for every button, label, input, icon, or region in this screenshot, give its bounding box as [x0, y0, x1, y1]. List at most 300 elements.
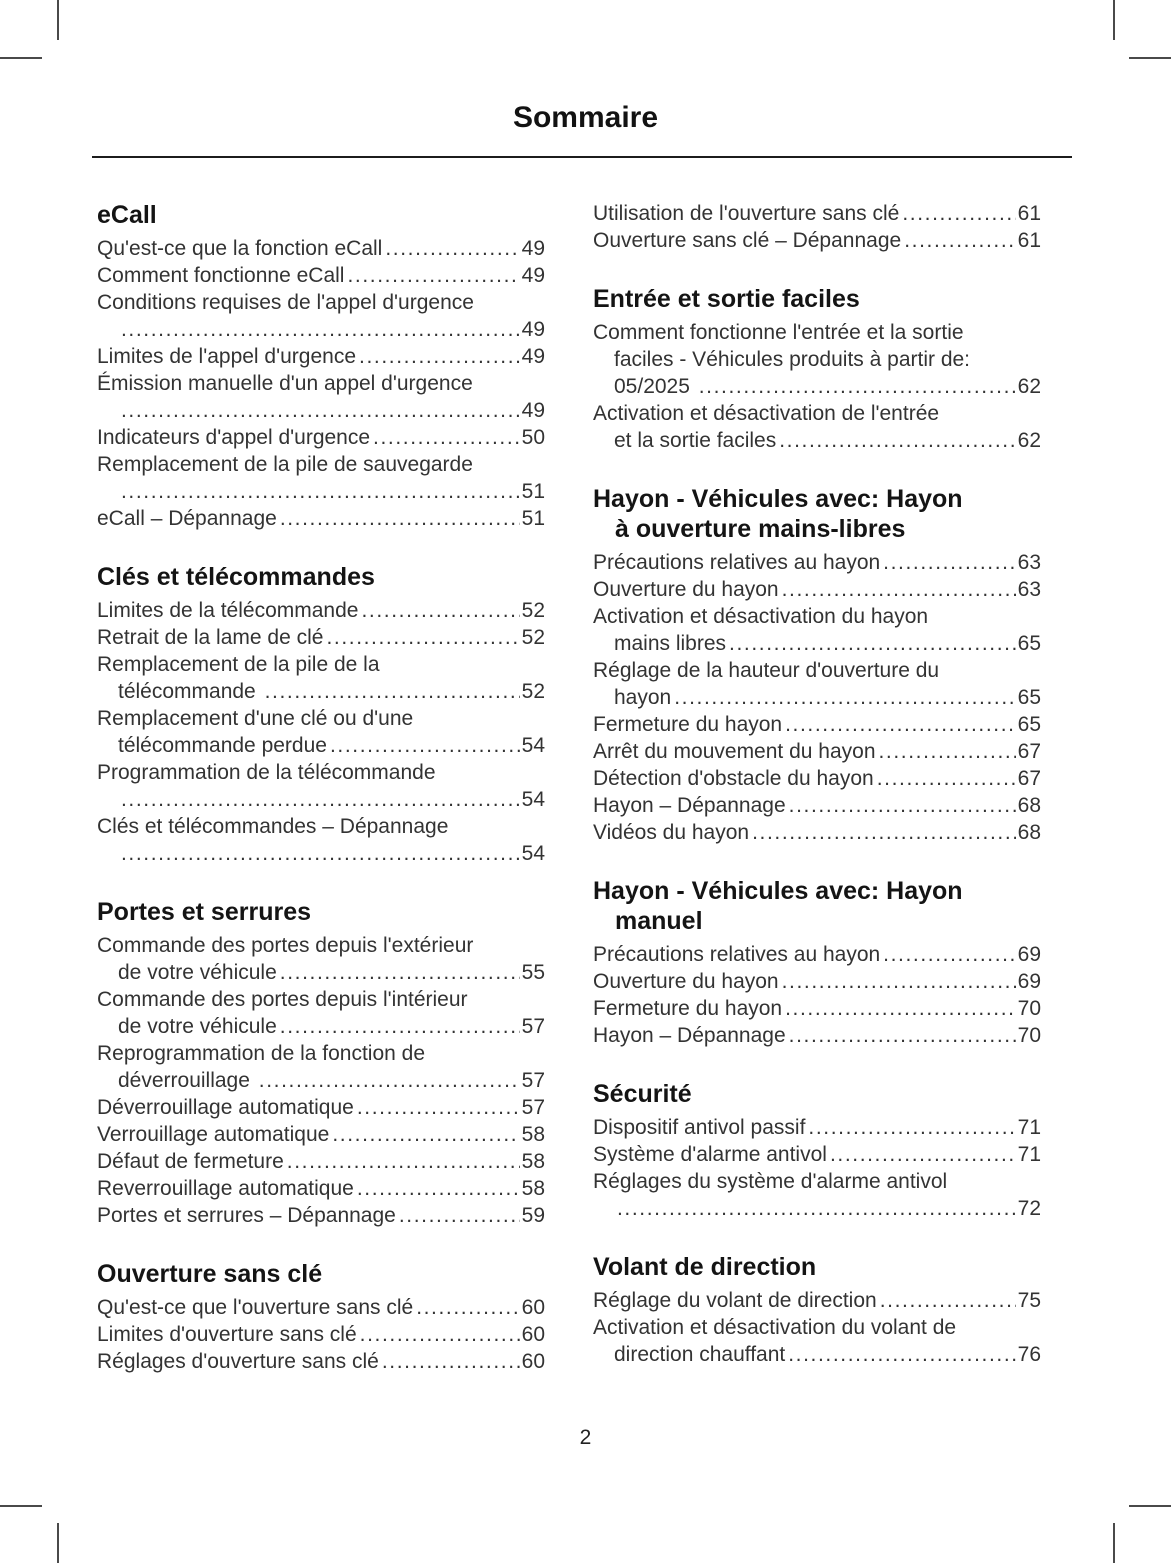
dotted-leader — [330, 732, 520, 759]
dotted-leader — [883, 941, 1015, 968]
section-heading-line: Portes et serrures — [97, 898, 312, 926]
toc-entry-line — [97, 1121, 545, 1148]
toc-entry-text: Utilisation de l'ouverture sans clé — [593, 202, 900, 225]
dotted-leader — [357, 1094, 520, 1121]
toc-page-ref: 71 — [1017, 1143, 1041, 1166]
toc-page-ref: 49 — [521, 264, 545, 287]
toc-entry-text: Hayon – Dépannage — [593, 794, 786, 817]
toc-page-ref: 51 — [521, 480, 545, 503]
dotted-leader — [280, 1013, 520, 1040]
toc-entry-line — [97, 624, 545, 651]
toc-entry-line — [593, 200, 1041, 227]
toc-entry-text: Comment fonctionne eCall — [97, 264, 345, 287]
toc-entry — [97, 1148, 545, 1175]
toc-entry — [593, 765, 1041, 792]
toc-entry-line — [97, 1094, 545, 1121]
toc-entry-line — [593, 549, 1041, 576]
dotted-leader — [789, 1022, 1016, 1049]
toc-entry-line — [97, 1175, 545, 1202]
toc-page-ref: 69 — [1017, 970, 1041, 993]
dotted-leader — [883, 549, 1015, 576]
toc-entry-text: Clés et télécommandes – Dépannage — [97, 815, 449, 838]
toc-entry-text: Remplacement d'une clé ou d'une — [97, 707, 414, 730]
dotted-leader — [830, 1141, 1016, 1168]
toc-entry-line — [593, 657, 1041, 684]
dotted-leader — [121, 786, 520, 813]
toc-entry — [97, 343, 545, 370]
toc-entry-line — [593, 1168, 1041, 1195]
toc-section — [97, 897, 545, 1229]
toc-section — [97, 200, 545, 532]
toc-entry-text: Programmation de la télécommande — [97, 761, 436, 784]
toc-page-ref: 60 — [521, 1350, 545, 1373]
toc-entry-line — [97, 1321, 545, 1348]
toc-page-ref: 52 — [521, 680, 545, 703]
toc-entry-text: Fermeture du hayon — [593, 713, 783, 736]
dotted-leader — [382, 1348, 520, 1375]
toc-entry-text: Limites de la télécommande — [97, 599, 359, 622]
section-heading — [593, 1079, 1041, 1109]
toc-entry-text: Reprogrammation de la fonction de — [97, 1042, 426, 1065]
crop-mark-top-left-horizontal — [0, 57, 42, 59]
toc-entry-line — [97, 397, 545, 424]
page-title: Sommaire — [512, 101, 659, 134]
toc-page-ref: 70 — [1017, 1024, 1041, 1047]
toc-page-ref: 61 — [1017, 202, 1041, 225]
toc-entry-line — [593, 603, 1041, 630]
section-heading-line: Clés et télécommandes — [97, 563, 375, 591]
toc-page-ref: 63 — [1017, 578, 1041, 601]
toc-entry — [593, 603, 1041, 657]
toc-entry-line — [97, 759, 545, 786]
toc-entry-text: Dispositif antivol passif — [593, 1116, 806, 1139]
toc-entry-text: Déverrouillage automatique — [97, 1096, 354, 1119]
toc-entry — [97, 705, 545, 759]
dotted-leader — [359, 343, 520, 370]
crop-mark-bottom-right-vertical — [1113, 1523, 1115, 1563]
section-heading-line: Hayon - Véhicules avec: Hayon — [593, 485, 963, 513]
toc-page-ref: 49 — [521, 345, 545, 368]
toc-entry-text: Activation et désactivation du volant de — [593, 1316, 957, 1339]
dotted-leader — [699, 373, 1016, 400]
toc-page-ref: 67 — [1017, 767, 1041, 790]
crop-mark-top-right-horizontal — [1129, 57, 1171, 59]
toc-entry-line — [97, 235, 545, 262]
toc-entry-text: Comment fonctionne l'entrée et la sortie — [593, 321, 964, 344]
toc-page-ref: 58 — [521, 1123, 545, 1146]
dotted-leader — [121, 478, 520, 505]
toc-page-ref: 68 — [1017, 821, 1041, 844]
dotted-leader — [785, 995, 1016, 1022]
toc-entry-text: mains libres — [614, 632, 727, 655]
toc-entry-text: de votre véhicule — [118, 961, 277, 984]
toc-entry-line — [97, 370, 545, 397]
dotted-leader — [416, 1294, 519, 1321]
toc-entry-line — [97, 1202, 545, 1229]
dotted-leader — [788, 1341, 1015, 1368]
toc-entry-line — [97, 478, 545, 505]
section-heading-line: Entrée et sortie faciles — [593, 285, 860, 313]
section-heading-line: Sécurité — [593, 1080, 692, 1108]
toc-entry-line — [593, 684, 1041, 711]
toc-entry-line — [97, 986, 545, 1013]
toc-entry-text: Défaut de fermeture — [97, 1150, 284, 1173]
crop-mark-bottom-left-horizontal — [0, 1505, 42, 1507]
toc-entry-line — [593, 1314, 1041, 1341]
toc-entry-line — [593, 427, 1041, 454]
toc-entry-text: Émission manuelle d'un appel d'urgence — [97, 372, 473, 395]
dotted-leader — [360, 1321, 520, 1348]
dotted-leader — [121, 397, 520, 424]
crop-mark-top-right-vertical — [1113, 0, 1115, 40]
toc-entry-line — [97, 343, 545, 370]
dotted-leader — [332, 1121, 519, 1148]
toc-entry-line — [97, 505, 545, 532]
toc-entry-line — [97, 959, 545, 986]
section-heading-line: manuel — [615, 907, 703, 935]
toc-entry-line — [593, 576, 1041, 603]
toc-page-ref: 52 — [521, 599, 545, 622]
toc-page-ref: 52 — [521, 626, 545, 649]
toc-entry-line — [593, 1341, 1041, 1368]
toc-entry-line — [97, 678, 545, 705]
toc-entry-line — [593, 819, 1041, 846]
toc-entry-line — [97, 840, 545, 867]
section-heading — [593, 1252, 1041, 1282]
toc-entry-line — [593, 630, 1041, 657]
dotted-leader — [265, 678, 520, 705]
dotted-leader — [357, 1175, 520, 1202]
toc-page-ref: 76 — [1017, 1343, 1041, 1366]
dotted-leader — [729, 630, 1016, 657]
crop-mark-top-left-vertical — [57, 0, 59, 40]
toc-entry-line — [97, 1040, 545, 1067]
toc-entry-text: Arrêt du mouvement du hayon — [593, 740, 876, 763]
toc-page-ref: 54 — [521, 734, 545, 757]
dotted-leader — [674, 684, 1015, 711]
dotted-leader — [879, 738, 1016, 765]
toc-column-left — [97, 200, 545, 1375]
toc-page-ref: 58 — [521, 1177, 545, 1200]
toc-entry — [97, 424, 545, 451]
toc-page-ref: 49 — [521, 237, 545, 260]
dotted-leader — [287, 1148, 520, 1175]
dotted-leader — [877, 765, 1016, 792]
toc-page-ref: 62 — [1017, 429, 1041, 452]
toc-page-ref: 51 — [521, 507, 545, 530]
toc-entry — [593, 319, 1041, 400]
toc-entry — [97, 1040, 545, 1094]
toc-entry-text: Ouverture du hayon — [593, 578, 779, 601]
toc-entry-line — [97, 597, 545, 624]
toc-page-ref: 69 — [1017, 943, 1041, 966]
toc-entry — [593, 1022, 1041, 1049]
title-divider — [92, 156, 1072, 158]
toc-entry-text: Limites de l'appel d'urgence — [97, 345, 357, 368]
toc-page-ref: 61 — [1017, 229, 1041, 252]
toc-entry-line — [593, 738, 1041, 765]
toc-entry — [97, 1321, 545, 1348]
toc-entry-text: hayon — [614, 686, 672, 709]
section-heading — [97, 200, 545, 230]
toc-entry — [593, 819, 1041, 846]
toc-page-ref: 54 — [521, 842, 545, 865]
toc-entry-text: Fermeture du hayon — [593, 997, 783, 1020]
toc-entry — [593, 549, 1041, 576]
toc-entry — [97, 759, 545, 813]
toc-entry-line — [97, 1294, 545, 1321]
section-heading — [97, 897, 545, 927]
toc-section — [97, 1259, 545, 1375]
crop-mark-bottom-right-horizontal — [1129, 1505, 1171, 1507]
dotted-leader — [617, 1195, 1016, 1222]
toc-entry — [593, 400, 1041, 454]
toc-entry-line — [97, 1013, 545, 1040]
toc-entry-line — [593, 400, 1041, 427]
toc-page-ref: 50 — [521, 426, 545, 449]
toc-entry-text: Réglages d'ouverture sans clé — [97, 1350, 379, 1373]
toc-entry-line — [97, 1348, 545, 1375]
toc-page-ref: 57 — [521, 1069, 545, 1092]
toc-entry-text: Détection d'obstacle du hayon — [593, 767, 874, 790]
toc-page-ref: 63 — [1017, 551, 1041, 574]
toc-entry-line — [97, 932, 545, 959]
dotted-leader — [752, 819, 1016, 846]
toc-entry-line — [593, 1114, 1041, 1141]
dotted-leader — [785, 711, 1016, 738]
toc-entry-line — [593, 1141, 1041, 1168]
toc-entry-text: Verrouillage automatique — [97, 1123, 330, 1146]
section-heading-line: à ouverture mains-libres — [615, 515, 906, 543]
dotted-leader — [904, 227, 1015, 254]
toc-entry-text: 05/2025 — [614, 375, 696, 398]
toc-entry-text: direction chauffant — [614, 1343, 786, 1366]
toc-entry-text: Commande des portes depuis l'extérieur — [97, 934, 474, 957]
toc-entry — [593, 941, 1041, 968]
toc-entry — [593, 200, 1041, 227]
toc-entry-text: Qu'est-ce que la fonction eCall — [97, 237, 383, 260]
toc-section — [593, 484, 1041, 846]
section-heading — [593, 484, 1041, 544]
toc-entry — [97, 1294, 545, 1321]
toc-entry-text: Réglage de la hauteur d'ouverture du — [593, 659, 940, 682]
toc-entry-text: télécommande perdue — [118, 734, 327, 757]
toc-page-ref: 65 — [1017, 713, 1041, 736]
toc-page-ref: 49 — [521, 399, 545, 422]
toc-entry-text: Activation et désactivation de l'entrée — [593, 402, 940, 425]
toc-entry — [593, 968, 1041, 995]
toc-entry — [593, 1287, 1041, 1314]
dotted-leader — [782, 968, 1016, 995]
toc-entry-text: Retrait de la lame de clé — [97, 626, 324, 649]
toc-entry-line — [97, 705, 545, 732]
toc-entry-line — [97, 813, 545, 840]
toc-entry-text: Vidéos du hayon — [593, 821, 750, 844]
toc-page-ref: 72 — [1017, 1197, 1041, 1220]
dotted-leader — [782, 576, 1016, 603]
toc-entry — [593, 1114, 1041, 1141]
toc-entry — [97, 986, 545, 1040]
toc-entry-line — [593, 346, 1041, 373]
section-heading — [97, 562, 545, 592]
dotted-leader — [902, 200, 1015, 227]
toc-entry-line — [593, 1195, 1041, 1222]
toc-page-ref: 67 — [1017, 740, 1041, 763]
toc-entry — [97, 505, 545, 532]
toc-entry — [97, 289, 545, 343]
toc-entry-line — [593, 373, 1041, 400]
toc-entry-text: Conditions requises de l'appel d'urgence — [97, 291, 474, 314]
toc-entry — [97, 1094, 545, 1121]
toc-entry — [593, 576, 1041, 603]
dotted-leader — [280, 959, 520, 986]
toc-page-ref: 62 — [1017, 375, 1041, 398]
toc-page-ref: 49 — [521, 318, 545, 341]
toc-entry-line — [97, 786, 545, 813]
toc-entry-text: Hayon – Dépannage — [593, 1024, 786, 1047]
toc-entry-text: Limites d'ouverture sans clé — [97, 1323, 357, 1346]
toc-entry — [97, 451, 545, 505]
toc-page-ref: 68 — [1017, 794, 1041, 817]
toc-entry-line — [97, 262, 545, 289]
dotted-leader — [789, 792, 1016, 819]
dotted-leader — [326, 624, 519, 651]
toc-entry-text: et la sortie faciles — [614, 429, 777, 452]
toc-page-ref: 60 — [521, 1323, 545, 1346]
toc-entry-text: de votre véhicule — [118, 1015, 277, 1038]
toc-page-ref: 55 — [521, 961, 545, 984]
toc-entry — [97, 932, 545, 986]
toc-entry-text: Commande des portes depuis l'intérieur — [97, 988, 468, 1011]
toc-entry-text: Activation et désactivation du hayon — [593, 605, 929, 628]
toc-entry — [97, 1202, 545, 1229]
dotted-leader — [121, 840, 520, 867]
toc-entry — [97, 1175, 545, 1202]
section-heading — [593, 284, 1041, 314]
toc-entry-line — [97, 732, 545, 759]
toc-entry-line — [97, 424, 545, 451]
toc-entry-text: Qu'est-ce que l'ouverture sans clé — [97, 1296, 414, 1319]
toc-page-ref: 57 — [521, 1015, 545, 1038]
dotted-leader — [373, 424, 520, 451]
dotted-leader — [347, 262, 519, 289]
toc-page-ref: 57 — [521, 1096, 545, 1119]
toc-page-ref: 65 — [1017, 686, 1041, 709]
toc-page-ref: 54 — [521, 788, 545, 811]
toc-entry-line — [97, 289, 545, 316]
dotted-leader — [259, 1067, 520, 1094]
dotted-leader — [121, 316, 520, 343]
toc-entry-line — [97, 451, 545, 478]
toc-entry-text: Indicateurs d'appel d'urgence — [97, 426, 371, 449]
toc-section — [593, 284, 1041, 454]
toc-entry — [593, 995, 1041, 1022]
toc-page-ref: 71 — [1017, 1116, 1041, 1139]
toc-page-ref: 58 — [521, 1150, 545, 1173]
dotted-leader — [361, 597, 519, 624]
section-heading — [97, 1259, 545, 1289]
section-heading-line: Volant de direction — [593, 1253, 817, 1281]
toc-entry — [97, 235, 545, 262]
toc-entry-line — [593, 968, 1041, 995]
toc-entry-text: Reverrouillage automatique — [97, 1177, 354, 1200]
toc-entry-line — [97, 1067, 545, 1094]
dotted-leader — [280, 505, 520, 532]
toc-entry-text: Réglage du volant de direction — [593, 1289, 877, 1312]
dotted-leader — [385, 235, 519, 262]
toc-entry — [593, 1168, 1041, 1222]
toc-entry — [97, 624, 545, 651]
toc-entry — [97, 597, 545, 624]
toc-entry-line — [97, 1148, 545, 1175]
toc-section — [97, 562, 545, 867]
toc-entry-text: Portes et serrures – Dépannage — [97, 1204, 396, 1227]
toc-columns — [97, 200, 1041, 1375]
toc-section — [593, 200, 1041, 254]
toc-section — [593, 876, 1041, 1049]
page-number: 2 — [579, 1426, 592, 1449]
toc-column-right — [593, 200, 1041, 1375]
toc-entry — [593, 738, 1041, 765]
toc-entry-line — [97, 316, 545, 343]
toc-page-ref: 59 — [521, 1204, 545, 1227]
toc-entry-text: déverrouillage — [118, 1069, 256, 1092]
toc-entry-text: Ouverture du hayon — [593, 970, 779, 993]
section-heading — [593, 876, 1041, 936]
toc-entry — [593, 657, 1041, 711]
dotted-leader — [779, 427, 1015, 454]
toc-entry-text: Réglages du système d'alarme antivol — [593, 1170, 948, 1193]
toc-entry-text: Précautions relatives au hayon — [593, 943, 881, 966]
toc-entry-line — [593, 765, 1041, 792]
toc-entry — [97, 262, 545, 289]
toc-entry — [593, 1314, 1041, 1368]
toc-entry-text: Remplacement de la pile de la — [97, 653, 380, 676]
dotted-leader — [880, 1287, 1016, 1314]
toc-entry-line — [593, 1287, 1041, 1314]
toc-entry — [97, 651, 545, 705]
toc-entry-line — [593, 227, 1041, 254]
toc-entry-text: faciles - Véhicules produits à partir de: — [614, 348, 971, 371]
section-heading-line: Hayon - Véhicules avec: Hayon — [593, 877, 963, 905]
toc-entry-line — [593, 941, 1041, 968]
toc-page-ref: 60 — [521, 1296, 545, 1319]
toc-page-ref: 65 — [1017, 632, 1041, 655]
dotted-leader — [399, 1202, 520, 1229]
toc-entry-text: Système d'alarme antivol — [593, 1143, 827, 1166]
toc-entry — [593, 792, 1041, 819]
toc-entry — [97, 813, 545, 867]
toc-entry — [97, 1121, 545, 1148]
toc-entry-line — [593, 319, 1041, 346]
toc-entry-text: eCall – Dépannage — [97, 507, 277, 530]
toc-entry — [593, 1141, 1041, 1168]
toc-entry — [97, 1348, 545, 1375]
toc-entry-text: Précautions relatives au hayon — [593, 551, 881, 574]
toc-entry-text: télécommande — [118, 680, 262, 703]
toc-page-ref: 70 — [1017, 997, 1041, 1020]
section-heading-line: eCall — [97, 201, 157, 229]
toc-entry-line — [97, 651, 545, 678]
toc-entry-line — [593, 711, 1041, 738]
toc-entry-line — [593, 995, 1041, 1022]
toc-section — [593, 1252, 1041, 1368]
crop-mark-bottom-left-vertical — [57, 1523, 59, 1563]
toc-entry-text: Remplacement de la pile de sauvegarde — [97, 453, 473, 476]
toc-entry — [593, 711, 1041, 738]
toc-entry-text: Ouverture sans clé – Dépannage — [593, 229, 902, 252]
section-heading-line: Ouverture sans clé — [97, 1260, 323, 1288]
